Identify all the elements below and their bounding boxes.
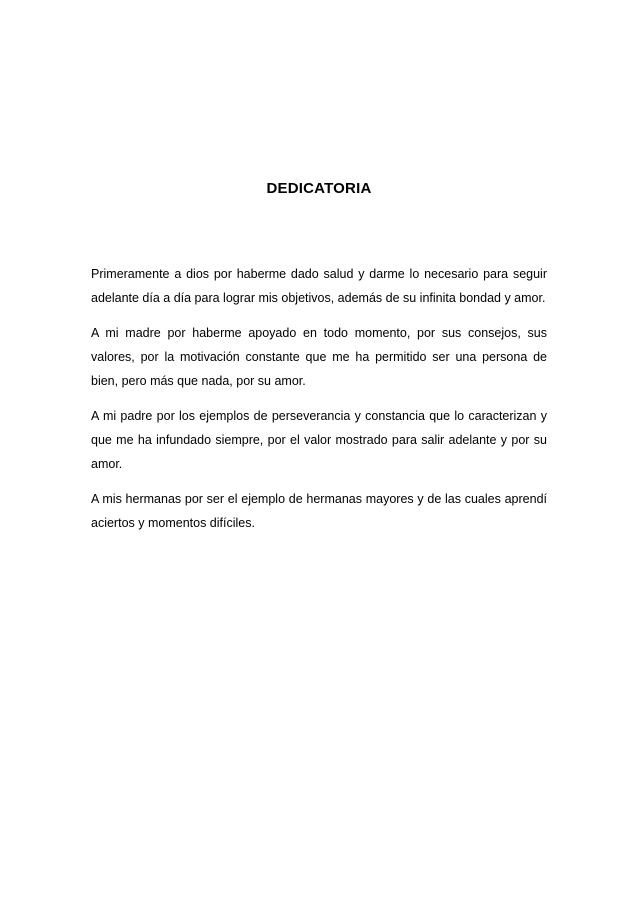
dedication-body: [91, 262, 547, 546]
paragraph-father: A mi padre por los ejemplos de perseverancia y constancia que lo caracterizan y que me ha infundado siempre, por el valor mostrado para salir adelante y por su amor.: [91, 409, 547, 471]
paragraph-mother: A mi madre por haberme apoyado en todo momento, por sus consejos, sus valores, por la motivación constante que me ha permitido ser una persona de bien, pero más que nada, por su amor.: [91, 326, 547, 388]
paragraph-sisters: A mis hermanas por ser el ejemplo de hermanas mayores y de las cuales aprendí aciertos y momentos difíciles.: [91, 492, 547, 530]
page-title: DEDICATORIA: [266, 180, 372, 197]
paragraph-god: Primeramente a dios por haberme dado salud y darme lo necesario para seguir adelante día a día para lograr mis objetivos, además de su infinita bondad y amor.: [91, 267, 547, 305]
